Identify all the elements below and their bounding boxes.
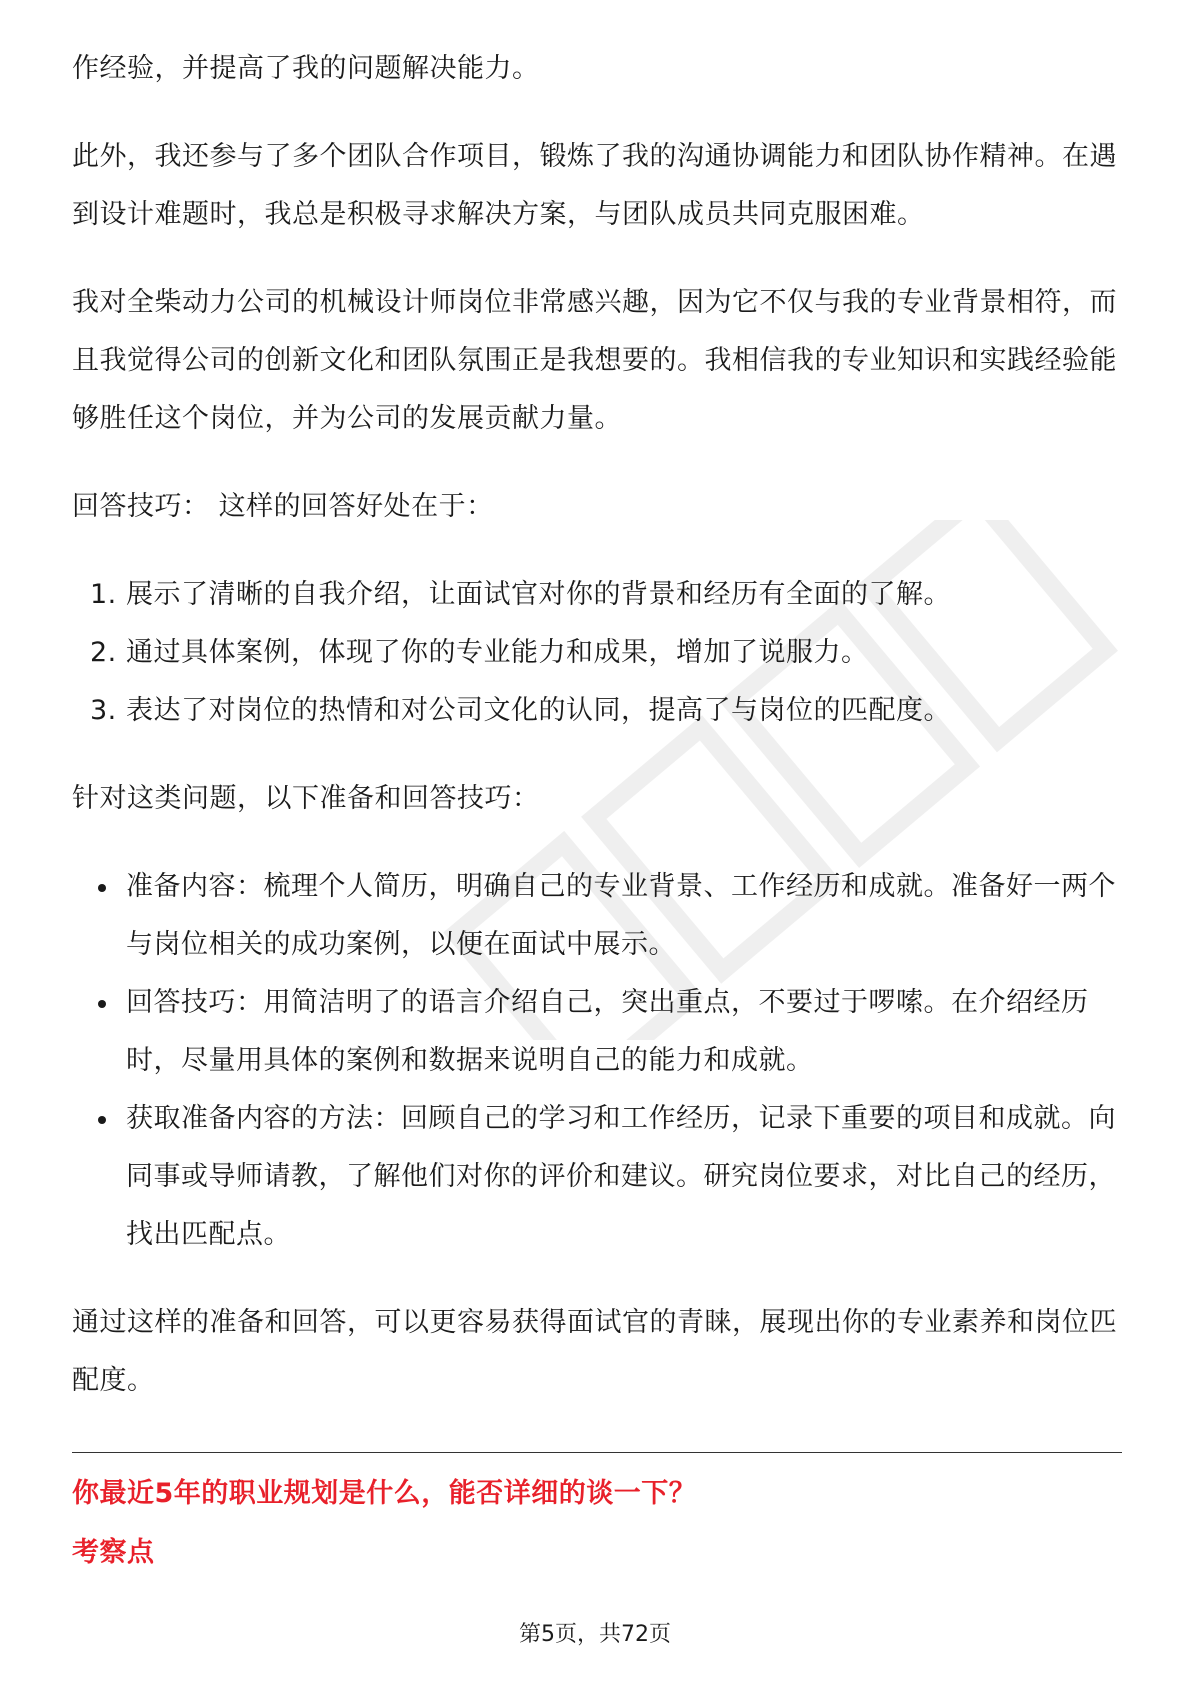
advantages-list bbox=[72, 566, 1122, 740]
list-item-text: 准备内容：梳理个人简历，明确自己的专业背景、工作经历和成就。准备好一两个与岗位相关的成功案例，以便在面试中展示。 bbox=[126, 871, 1116, 960]
bullet-icon bbox=[98, 884, 106, 892]
main-content bbox=[72, 40, 1122, 1440]
list-number: 1. bbox=[90, 579, 117, 610]
list-item bbox=[72, 858, 1122, 974]
list-item-text: 获取准备内容的方法：回顾自己的学习和工作经历，记录下重要的项目和成就。向同事或导师请教，了解他们对你的评价和建议。研究岗位要求，对比自己的经历，找出匹配点。 bbox=[126, 1103, 1116, 1250]
question-title: 你最近5年的职业规划是什么，能否详细的谈一下？ bbox=[72, 1478, 697, 1509]
list-number: 2. bbox=[90, 637, 117, 668]
list-item bbox=[72, 624, 1122, 682]
list-item bbox=[72, 974, 1122, 1090]
paragraph-tips-intro: 针对这类问题，以下准备和回答技巧： bbox=[72, 783, 540, 814]
list-item-text: 回答技巧：用简洁明了的语言介绍自己，突出重点，不要过于啰嗦。在介绍经历时，尽量用具体的案例和数据来说明自己的能力和成就。 bbox=[126, 987, 1089, 1076]
list-item bbox=[72, 566, 1122, 624]
paragraph-experience-end: 作经验，并提高了我的问题解决能力。 bbox=[72, 53, 540, 84]
paragraph-teamwork: 此外，我还参与了多个团队合作项目，锻炼了我的沟通协调能力和团队协作精神。在遇到设计难题时，我总是积极寻求解决方案，与团队成员共同克服困难。 bbox=[72, 141, 1117, 230]
paragraph-answer-tips: 回答技巧： 这样的回答好处在于： bbox=[72, 491, 494, 522]
bullet-icon bbox=[98, 1000, 106, 1008]
list-item bbox=[72, 682, 1122, 740]
section-divider bbox=[72, 1452, 1122, 1453]
paragraph-closing: 通过这样的准备和回答，可以更容易获得面试官的青睐，展现出你的专业素养和岗位匹配度。 bbox=[72, 1307, 1117, 1396]
list-item bbox=[72, 1090, 1122, 1264]
list-item-text: 表达了对岗位的热情和对公司文化的认同，提高了与岗位的匹配度。 bbox=[126, 695, 951, 726]
list-number: 3. bbox=[90, 695, 117, 726]
paragraph-interest: 我对全柴动力公司的机械设计师岗位非常感兴趣，因为它不仅与我的专业背景相符，而且我觉得公司的创新文化和团队氛围正是我想要的。我相信我的专业知识和实践经验能够胜任这个岗位，并为公司的发展贡献力量。 bbox=[72, 287, 1117, 434]
question-subtitle: 考察点 bbox=[72, 1537, 155, 1568]
list-item-text: 通过具体案例，体现了你的专业能力和成果，增加了说服力。 bbox=[126, 637, 869, 668]
tips-list bbox=[72, 858, 1122, 1264]
list-item-text: 展示了清晰的自我介绍，让面试官对你的背景和经历有全面的了解。 bbox=[126, 579, 951, 610]
page-footer: 第5页，共72页 bbox=[519, 1622, 671, 1647]
bullet-icon bbox=[98, 1116, 106, 1124]
